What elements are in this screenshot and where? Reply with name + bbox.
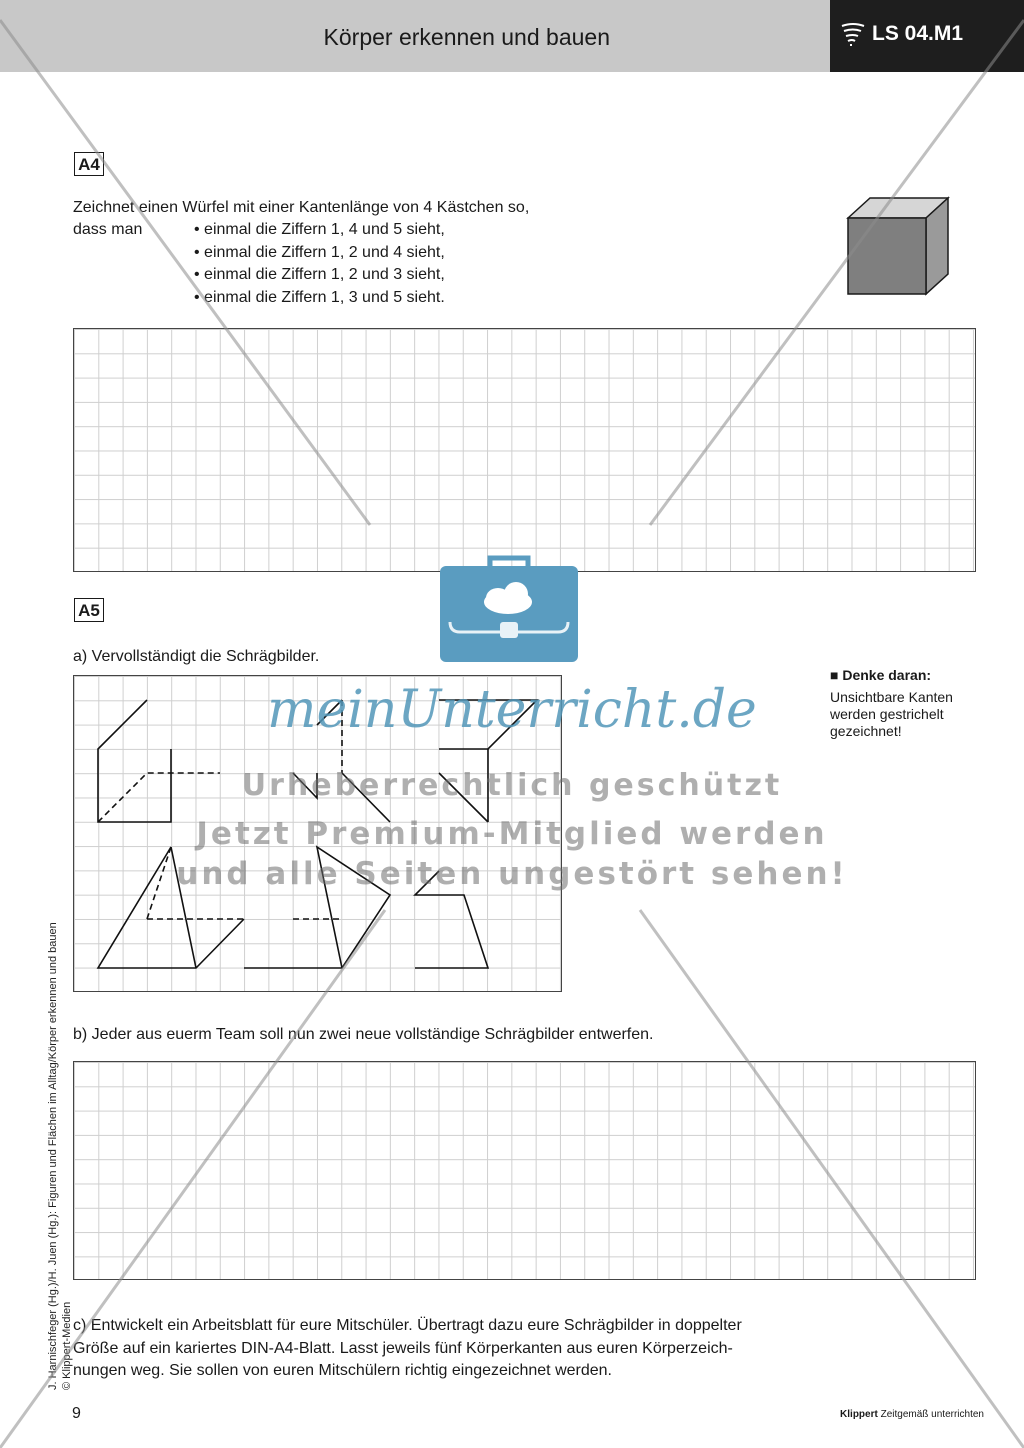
tornado-icon xyxy=(840,22,866,48)
briefcase-cloud-icon xyxy=(438,552,580,664)
a5-part-c-line1: c) Entwickelt ein Arbeitsblatt für eure Mitschüler. Übertragt dazu eure Schrägbilder in doppelter xyxy=(73,1317,742,1334)
a4-bullet-4: • einmal die Ziffern 1, 3 und 5 sieht. xyxy=(194,289,445,306)
footer-tagline: Zeitgemäß unterrichten xyxy=(880,1409,984,1420)
page-number: 9 xyxy=(72,1405,81,1422)
task-label-a5: A5 xyxy=(74,598,104,622)
cube-illustration xyxy=(840,190,960,300)
a4-bullet-2: • einmal die Ziffern 1, 2 und 4 sieht, xyxy=(194,244,445,261)
a5-part-b: b) Jeder aus euerm Team soll nun zwei neue vollständige Schrägbilder entwerfen. xyxy=(73,1026,654,1043)
hint-title: ■ Denke daran: xyxy=(830,667,932,683)
drawing-grid-a4[interactable] xyxy=(73,328,976,572)
watermark-line2: Jetzt Premium-Mitglied werden xyxy=(196,816,828,852)
hint-body: Unsichtbare Kanten werden gestrichelt gezeichnet! xyxy=(830,689,953,739)
watermark-line1: Urheberrechtlich geschützt xyxy=(241,768,783,803)
a5-part-a: a) Vervollständigt die Schrägbilder. xyxy=(73,648,320,665)
lesson-code: LS 04.M1 xyxy=(872,22,964,45)
a5-part-c-line3: nungen weg. Sie sollen von euren Mitschülern richtig eingezeichnet werden. xyxy=(73,1362,612,1379)
footer-brand-name: Klippert xyxy=(840,1409,878,1420)
sidebar-credit xyxy=(46,922,74,1390)
a4-bullet-1: • einmal die Ziffern 1, 4 und 5 sieht, xyxy=(194,221,445,238)
watermark-line3: und alle Seiten ungestört sehen! xyxy=(176,856,848,892)
a4-bullet-3: • einmal die Ziffern 1, 2 und 3 sieht, xyxy=(194,266,445,283)
a4-intro-line2: dass man xyxy=(73,221,143,238)
a4-intro-line1: Zeichnet einen Würfel mit einer Kantenlänge von 4 Kästchen so, xyxy=(73,199,530,216)
credit-line1: J. Harnischfeger (Hg.)/H. Juen (Hg.): Figuren und Flächen im Alltag/Körper erkennen und bauen xyxy=(47,922,59,1390)
task-label-a4: A4 xyxy=(74,152,104,176)
footer-brand xyxy=(840,1409,984,1420)
credit-line2: © Klippert-Medien xyxy=(61,1301,73,1390)
drawing-grid-a5b[interactable] xyxy=(73,1061,976,1280)
page-title: Körper erkennen und bauen xyxy=(323,24,610,50)
a5-part-c-line2: Größe auf ein kariertes DIN-A4-Blatt. Lasst jeweils fünf Körperkanten aus euren Körperzeich- xyxy=(73,1340,733,1357)
header-bar xyxy=(0,0,830,72)
watermark-brand: meinUnterricht.de xyxy=(267,680,757,740)
header-code-box xyxy=(830,0,1024,72)
